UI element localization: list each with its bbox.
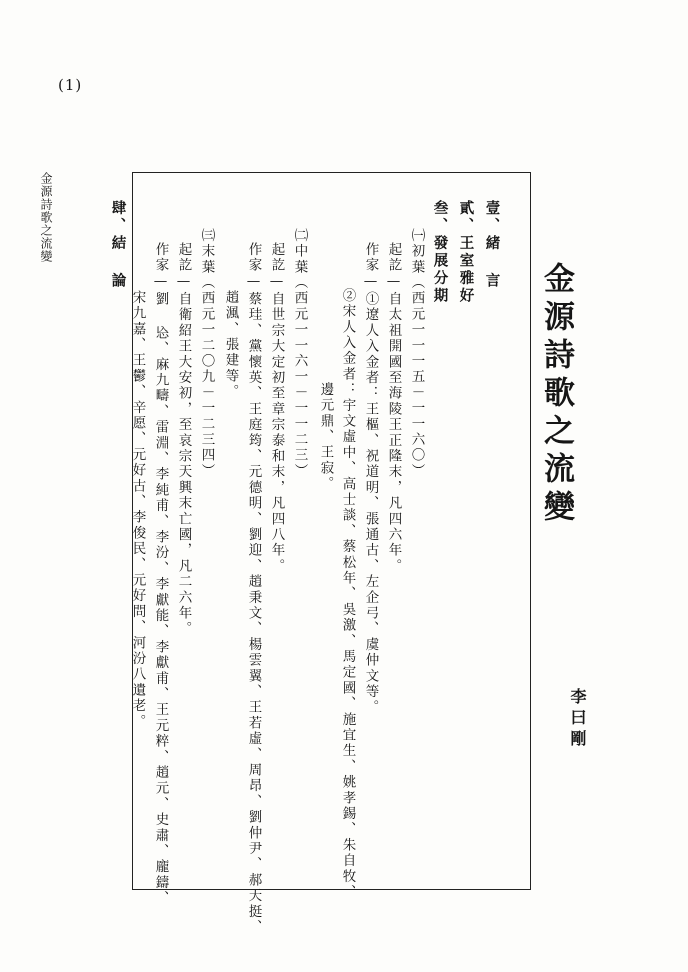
outline-period-2-authors-cont: 趙渢、張建等。 xyxy=(222,290,239,400)
outline-period-3-authors-cont: 宋九嘉、王鬱、辛愿、元好古、李俊民、元好問、河汾八遺老。 xyxy=(129,290,146,730)
running-title: 金源詩歌之流變 xyxy=(39,172,53,263)
outline-period-3: ㈢末葉（西元一二〇九－一二三四） xyxy=(198,228,215,480)
outline-period-2-authors: 作家—蔡珪、黨懷英、王庭筠、元德明、劉迎、趙秉文、楊雲翼、王若虛、周昂、劉仲尹、郝天挺、 xyxy=(245,242,262,936)
outline-period-2-span: 起訖—自世宗大定初至章宗泰和末，凡四八年。 xyxy=(268,242,285,575)
outline-period-3-authors: 作家—劉 㤀、麻九疇、雷淵、李純甫、李汾、李獻能、李獻甫、王元粹、趙元、史肅、龐鑄、 xyxy=(152,242,169,907)
outline-period-1-authors-liao: 作家—①遼人入金者：王樞、祝道明、張通古、左企弓、虞仲文等。 xyxy=(362,242,379,716)
outline-period-1: ㈠初葉（西元一一一五－一一六〇） xyxy=(408,228,425,480)
outline-period-3-span: 起訖—自衛紹王大安初，至哀宗天興末亡國，凡二六年。 xyxy=(175,242,192,637)
outline-period-1-authors-cont: 邊元鼎、王寂。 xyxy=(317,382,334,492)
outline-period-2: ㈡中葉（西元一一六一－一一二三） xyxy=(291,228,308,480)
author-name: 李曰剛 xyxy=(568,688,587,751)
page-number: (1) xyxy=(58,76,83,94)
book-title: 金源詩歌之流變 xyxy=(538,262,574,528)
outline-heading-4: 肆、結 論 xyxy=(109,200,127,290)
outline-heading-1: 壹、緒 言 xyxy=(483,200,501,290)
outline-heading-2: 貳、王室雅好 xyxy=(457,200,475,305)
outline-period-1-authors-song: ②宋人入金者：宇文虛中、高士談、蔡松年、吳激、馬定國、施宜生、姚孝錫、朱自牧、 xyxy=(339,288,356,901)
outline-period-1-span: 起訖—自太祖開國至海陵王正隆末，凡四六年。 xyxy=(385,242,402,575)
outline-heading-3: 叁、發展分期 xyxy=(431,200,449,305)
